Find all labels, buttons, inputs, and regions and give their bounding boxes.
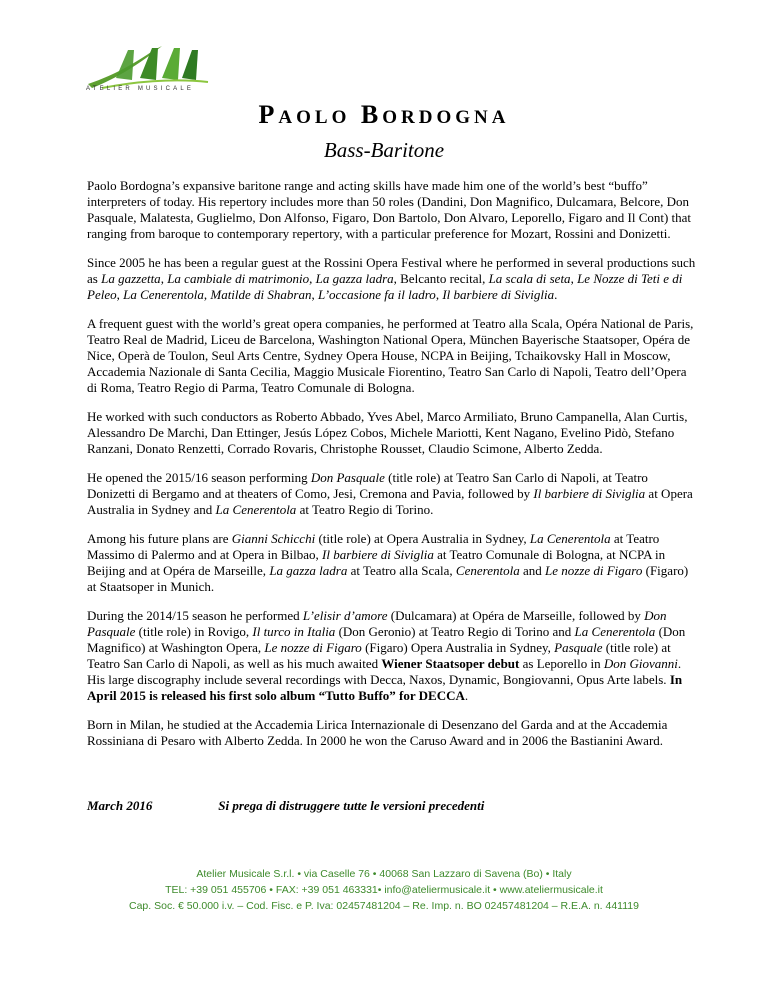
bio-paragraph-6 <box>87 531 699 595</box>
contact-legal: Cap. Soc. € 50.000 i.v. – Cod. Fisc. e P. Iva: 02457481204 – Re. Imp. n. BO 02457481204 – R.E.A. n. 441119 <box>129 900 639 912</box>
title-italic: Il barbiere di Siviglia <box>533 486 646 501</box>
date-note-row <box>87 798 699 814</box>
text-run: at Teatro alla Scala, <box>347 563 456 578</box>
text-run: (title role) at Teatro San Carlo di Napoli, at Teatro Donizetti di Bergamo and at theaters of Como, Jesi, Cremona and Pavia, followed by <box>87 470 648 501</box>
title-italic: La cambiale di matrimonio <box>167 271 310 286</box>
biography <box>87 178 699 762</box>
text-run: (Dulcamara) at Opéra de Marseille, followed by <box>387 608 645 623</box>
text-run: His large discography include several recordings with Decca, Naxos, Dynamic, Bongiovanni, Opus Arte labels. <box>87 672 670 687</box>
text-run: (Figaro) Opera Australia in Sydney, <box>361 640 555 655</box>
bio-paragraph-9: Born in Milan, he studied at the Accademia Lirica Internazionale di Desenzano del Garda and at the Accademia Rossiniana di Pesaro with Alberto Zedda. In 2000 he won the Caruso Award and in 2006 the Bastianini Award. <box>87 717 668 748</box>
text-run: (Don Geronio) at Teatro Regio di Torino and <box>335 624 575 639</box>
artist-name <box>0 100 768 130</box>
text-run: , <box>570 271 578 286</box>
text-run: , Belcanto recital, <box>393 271 489 286</box>
text-run: (title role) at Teatro San Carlo di Napoli, as well as his much awaited <box>87 640 671 671</box>
first-rest: AOLO <box>278 107 351 128</box>
bio-paragraph-8 <box>87 672 699 704</box>
document-date: March 2016 <box>87 798 153 813</box>
title-italic: Don Giovanni <box>603 656 678 671</box>
title-italic: La gazzetta <box>101 271 161 286</box>
title-italic: Il barbiere di Siviglia <box>442 287 555 302</box>
text-run: During the 2014/15 season he performed <box>87 608 303 623</box>
contact-phone-email: TEL: +39 051 455706 • FAX: +39 051 463331• info@ateliermusicale.it • www.ateliermusicale.it <box>165 884 603 896</box>
voice-type: Bass-Baritone <box>323 138 445 162</box>
text-run: and <box>519 563 545 578</box>
title-italic: L’elisir d’amore <box>302 608 388 623</box>
title-italic: Gianni Schicchi <box>231 531 316 546</box>
text-run: , <box>160 271 168 286</box>
text-run: (title role) at Opera Australia in Sydney, <box>315 531 530 546</box>
title-italic: Cenerentola <box>455 563 520 578</box>
title-italic: La gazza ladra <box>269 563 348 578</box>
bio-paragraph-5 <box>87 470 699 518</box>
text-run: Since 2005 he has been a regular guest at the Rossini Opera Festival where he performed in several productions such as <box>87 255 696 286</box>
bio-paragraph-1: Paolo Bordogna’s expansive baritone range and acting skills have made him one of the world’s best “buffo” interpreters of today. His repertory includes more than 50 roles (Dandini, Don Magnifico, Dulcamara, Belcore, Don Pasquale, Malatesta, Guglielmo, Don Alfonso, Figaro, Don Bartolo, Don Alvaro, Leporello, Figaro and Il Cont) that ranging from baroque to contemporary repertory, with a particular preference for Mozart, Rossini and Donizetti. <box>87 178 692 241</box>
last-rest: ORDOGNA <box>382 107 510 128</box>
text-run: (Figaro) at Staatsoper in Munich. <box>87 563 689 594</box>
title-italic: Don Pasquale <box>310 470 385 485</box>
text-run: , <box>203 287 211 302</box>
bio-paragraph-3: A frequent guest with the world’s great opera companies, he performed at Teatro alla Scala, Opéra National de Paris, Teatro Real de Madrid, Liceu de Barcelona, Washington National Opera, München Bayerische Staatsoper, Opéra de Nice, Operà de Toulon, Seul Arts Centre, Sydney Opera House, NCPA in Beijing, Tchaikovsky Hall in Moscow, Accademia Nazionale di Santa Cecilia, Maggio Musicale Fiorentino, Teatro San Carlo di Napoli, Teatro dell’Opera di Roma, Teatro Regio di Parma, Teatro Comunale di Bologna. <box>87 316 694 395</box>
bio-paragraph-2 <box>87 255 699 303</box>
text-run: , <box>311 287 318 302</box>
title-italic: La Cenerentola <box>529 531 611 546</box>
text-run: (Don Magnifico) at Washington Opera, <box>87 624 686 655</box>
bold-text: In April 2015 is released his first solo album “Tutto Buffo” for DECCA <box>87 672 683 703</box>
title-italic: Le nozze di Figaro <box>544 563 643 578</box>
bio-paragraph-7 <box>87 608 699 672</box>
title-italic: La Cenerentola <box>123 287 204 302</box>
text-run: as Leporello in <box>519 656 604 671</box>
first-initial: P <box>258 100 279 129</box>
text-run: , <box>435 287 443 302</box>
text-run: Among his future plans are <box>87 531 232 546</box>
text-run: , <box>116 287 124 302</box>
title-italic: Le Nozze di Teti e di Peleo <box>87 271 683 302</box>
text-run: at Teatro Regio di Torino. <box>296 502 434 517</box>
version-note: Si prega di distruggere tutte le versioni precedenti <box>218 798 485 813</box>
title-italic: Il barbiere di Siviglia <box>322 547 434 562</box>
text-run: at Teatro Comunale di Bologna, at NCPA in Beijing and at Opéra de Marseille, <box>87 547 666 578</box>
text-run: , <box>309 271 316 286</box>
text-run: . <box>677 656 682 671</box>
title-italic: Le nozze di Figaro <box>264 640 362 655</box>
text-run: He opened the 2015/16 season performing <box>87 470 311 485</box>
title-italic: L’occasione fa il ladro <box>317 287 436 302</box>
logo-subtitle: ATELIER MUSICALE <box>86 86 195 92</box>
title-italic: La scala di seta <box>488 271 571 286</box>
text-run: . <box>464 688 469 703</box>
bold-text: Wiener Staatsoper debut <box>381 656 520 671</box>
company-contacts <box>0 866 768 914</box>
bio-paragraph-4: He worked with such conductors as Roberto Abbado, Yves Abel, Marco Armiliato, Bruno Campanella, Alan Curtis, Alessandro De Marchi, Dan Ettinger, Jesús López Cobos, Michele Mariotti, Kent Nagano, Evelino Pidò, Stefano Ranzani, Donato Renzetti, Corrado Rovaris, Christophe Rousset, Claudio Scimone, Alberto Zedda. <box>87 409 688 456</box>
title-italic: Matilde di Shabran <box>210 287 312 302</box>
contact-address: Atelier Musicale S.r.l. • via Caselle 76 • 40068 San Lazzaro di Savena (Bo) • Italy <box>196 868 572 880</box>
title-italic: Pasquale <box>554 640 603 655</box>
last-initial: B <box>360 100 383 129</box>
title-italic: La gazza ladra <box>315 271 394 286</box>
title-italic: Il turco in Italia <box>252 624 336 639</box>
title-italic: Don Pasquale <box>87 608 667 639</box>
text-run: . <box>554 287 558 302</box>
title-italic: La Cenerentola <box>574 624 656 639</box>
title-italic: La Cenerentola <box>215 502 297 517</box>
text-run: at Opera Australia in Sydney and <box>87 486 693 517</box>
text-run: (title role) in Rovigo, <box>135 624 253 639</box>
text-run: at Teatro Massimo di Palermo and at Opera in Bilbao, <box>87 531 660 562</box>
